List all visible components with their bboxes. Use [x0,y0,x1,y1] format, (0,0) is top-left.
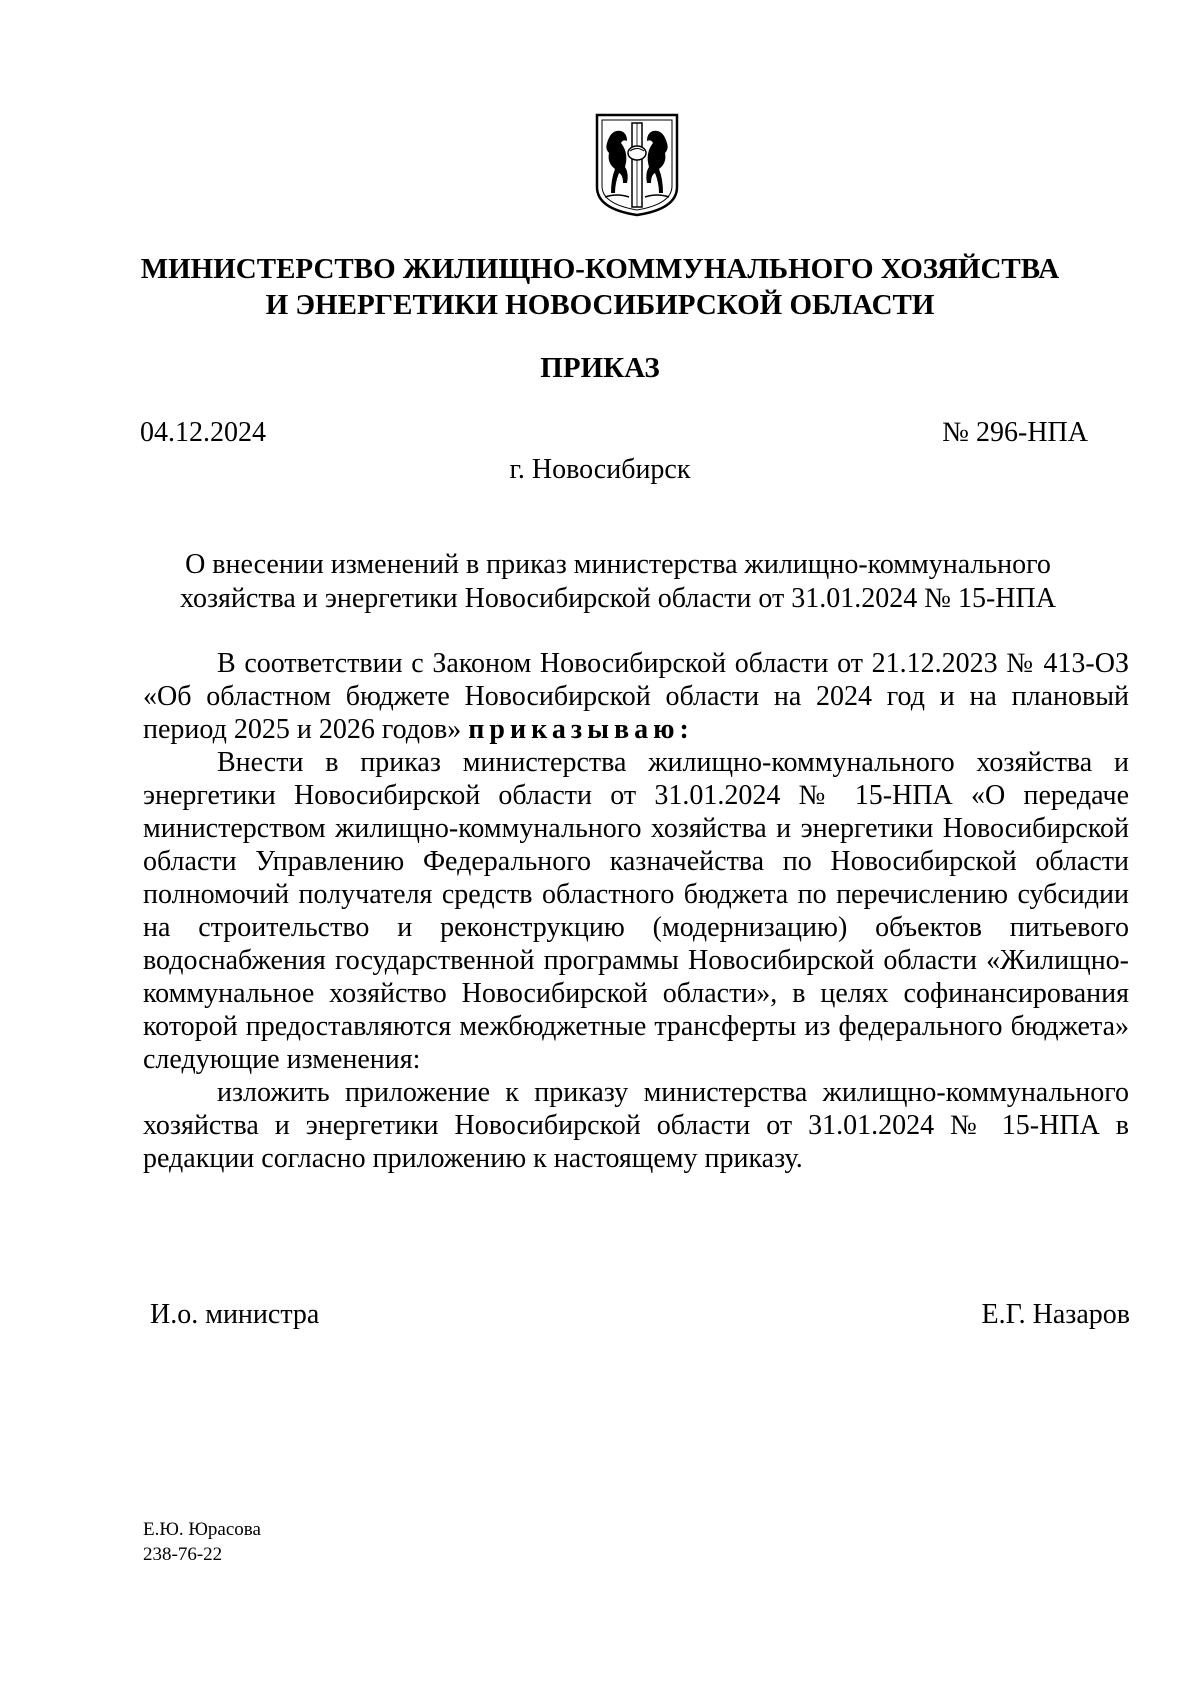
order-date: 04.12.2024 [140,417,266,448]
order-number: № 296-НПА [942,417,1088,448]
executor-phone: 238-76-22 [143,1544,223,1565]
ministry-name [0,251,1200,323]
ministry-name-line1: МИНИСТЕРСТВО ЖИЛИЩНО-КОММУНАЛЬНОГО ХОЗЯЙСТВА [140,253,1060,285]
change-paragraph: изложить приложение к приказу министерства жилищно-коммунального хозяйства и энергетики Новосибирской области от 31.01.2024 № 15-НПА в редакции согласно приложению к настоящему приказу. [143,1077,1129,1174]
signatory-name: Е.Г. Назаров [981,1299,1130,1330]
document-type: ПРИКАЗ [540,352,660,384]
ministry-name-line2: И ЭНЕРГЕТИКИ НОВОСИБИРСКОЙ ОБЛАСТИ [265,289,935,321]
signatory-role: И.о. министра [150,1299,320,1330]
subject-line1: О внесении изменений в приказ министерства жилищно-коммунального [185,549,1051,580]
order-subject [150,548,1086,616]
executor-info [143,1517,261,1567]
amendment-paragraph: Внести в приказ министерства жилищно-коммунального хозяйства и энергетики Новосибирской области от 31.01.2024 № 15-НПА «О передаче министерством жилищно-коммунального хозяйства и энергетики Новосибирской области Управлению Федерального казначейства по Новосибирской области полномочий получателя средств областного бюджета по перечислению субсидии на строительство и реконструкцию (модернизацию) объектов питьевого водоснабжения государственной программы Новосибирской области «Жилищно-коммунальное хозяйство Новосибирской области», в целях софинансирования которой предоставляются межбюджетные трансферты из федерального бюджета» следующие изменения: [143,747,1129,1075]
coat-of-arms-icon [593,113,681,217]
preamble-paragraph [143,647,1129,746]
executor-name: Е.Ю. Юрасова [143,1519,261,1540]
order-verb: приказываю: [468,714,694,745]
subject-line2: хозяйства и энергетики Новосибирской области от 31.01.2024 № 15-НПА [180,583,1056,614]
order-body [143,647,1129,1175]
preamble-text: В соответствии с Законом Новосибирской области от 21.12.2023 № 413-ОЗ «Об областном бюджете Новосибирской области на 2024 год и на плановый период 2025 и 2026 годов» [143,648,1129,745]
order-city: г. Новосибирск [509,454,691,485]
